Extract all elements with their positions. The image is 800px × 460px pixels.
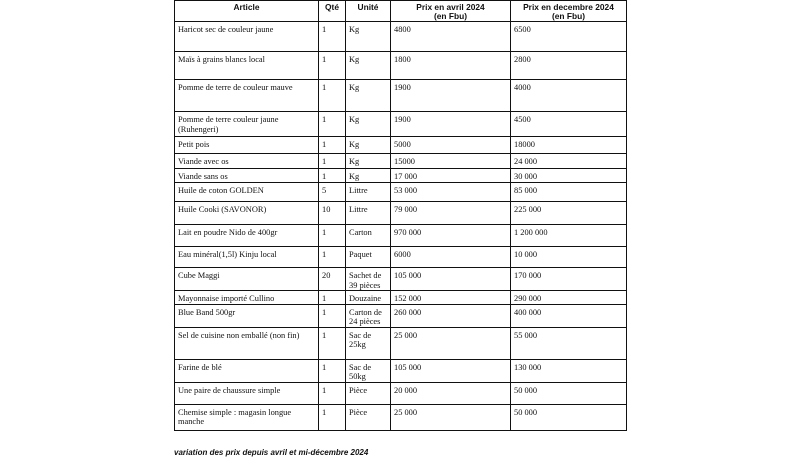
table-row xyxy=(175,112,627,137)
cell-unite: Sachet de 39 pièces xyxy=(346,268,391,291)
cell-prix-decembre: 50 000 xyxy=(511,404,627,430)
cell-article: Mayonnaise importé Cullino xyxy=(175,291,319,305)
cell-qte: 1 xyxy=(319,80,346,112)
cell-unite: Douzaine xyxy=(346,291,391,305)
cell-unite: Pièce xyxy=(346,382,391,404)
cell-article: Maïs à grains blancs local xyxy=(175,52,319,80)
cell-qte: 1 xyxy=(319,112,346,137)
cell-prix-avril: 53 000 xyxy=(391,183,511,202)
header-qte: Qté xyxy=(319,1,346,22)
cell-prix-decembre: 6500 xyxy=(511,22,627,52)
cell-article: Chemise simple : magasin longue manche xyxy=(175,404,319,430)
cell-qte: 1 xyxy=(319,304,346,327)
cell-unite: Carton xyxy=(346,225,391,247)
cell-article: Blue Band 500gr xyxy=(175,304,319,327)
cell-article: Viande avec os xyxy=(175,154,319,169)
cell-prix-decembre: 4000 xyxy=(511,80,627,112)
table-row xyxy=(175,359,627,382)
cell-qte: 1 xyxy=(319,247,346,268)
cell-unite: Kg xyxy=(346,52,391,80)
cell-article: Huile Cooki (SAVONOR) xyxy=(175,202,319,225)
cell-unite: Kg xyxy=(346,137,391,154)
cell-qte: 10 xyxy=(319,202,346,225)
cell-qte: 1 xyxy=(319,52,346,80)
table-row xyxy=(175,268,627,291)
table-row xyxy=(175,137,627,154)
cell-prix-decembre: 170 000 xyxy=(511,268,627,291)
table-row xyxy=(175,327,627,359)
cell-qte: 1 xyxy=(319,22,346,52)
cell-qte: 1 xyxy=(319,169,346,183)
cell-article: Huile de coton GOLDEN xyxy=(175,183,319,202)
cell-unite: Sac de 25kg xyxy=(346,327,391,359)
cell-prix-avril: 1900 xyxy=(391,112,511,137)
table-row xyxy=(175,382,627,404)
cell-article: Farine de blé xyxy=(175,359,319,382)
header-prix-avril: Prix en avril 2024 (en Fbu) xyxy=(391,1,511,22)
cell-unite: Pièce xyxy=(346,404,391,430)
cell-prix-decembre: 24 000 xyxy=(511,154,627,169)
cell-article: Haricot sec de couleur jaune xyxy=(175,22,319,52)
cell-unite: Paquet xyxy=(346,247,391,268)
cell-prix-avril: 79 000 xyxy=(391,202,511,225)
table-row xyxy=(175,22,627,52)
table-row xyxy=(175,304,627,327)
cell-qte: 1 xyxy=(319,359,346,382)
price-document xyxy=(174,0,626,431)
cell-prix-decembre: 400 000 xyxy=(511,304,627,327)
cell-qte: 1 xyxy=(319,137,346,154)
cell-prix-decembre: 2800 xyxy=(511,52,627,80)
cell-qte: 1 xyxy=(319,291,346,305)
cell-article: Petit pois xyxy=(175,137,319,154)
cell-unite: Littre xyxy=(346,202,391,225)
table-row xyxy=(175,52,627,80)
cell-article: Viande sans os xyxy=(175,169,319,183)
cell-unite: Kg xyxy=(346,22,391,52)
cell-prix-avril: 105 000 xyxy=(391,359,511,382)
cell-prix-avril: 970 000 xyxy=(391,225,511,247)
cell-prix-decembre: 10 000 xyxy=(511,247,627,268)
cell-article: Sel de cuisine non emballé (non fin) xyxy=(175,327,319,359)
cell-prix-avril: 105 000 xyxy=(391,268,511,291)
table-row xyxy=(175,183,627,202)
header-article: Article xyxy=(175,1,319,22)
cell-prix-decembre: 130 000 xyxy=(511,359,627,382)
cell-qte: 1 xyxy=(319,382,346,404)
cell-prix-avril: 20 000 xyxy=(391,382,511,404)
cell-qte: 20 xyxy=(319,268,346,291)
cell-article: Eau minéral(1,5l) Kinju local xyxy=(175,247,319,268)
cell-prix-avril: 25 000 xyxy=(391,327,511,359)
cell-prix-decembre: 55 000 xyxy=(511,327,627,359)
cell-prix-decembre: 225 000 xyxy=(511,202,627,225)
cell-article: Lait en poudre Nido de 400gr xyxy=(175,225,319,247)
cell-qte: 1 xyxy=(319,154,346,169)
cell-prix-avril: 5000 xyxy=(391,137,511,154)
cell-qte: 1 xyxy=(319,404,346,430)
cell-unite: Carton de 24 pièces xyxy=(346,304,391,327)
cell-prix-avril: 152 000 xyxy=(391,291,511,305)
cell-qte: 1 xyxy=(319,225,346,247)
cell-article: Pomme de terre couleur jaune (Ruhengeri) xyxy=(175,112,319,137)
cell-prix-avril: 25 000 xyxy=(391,404,511,430)
cell-prix-decembre: 85 000 xyxy=(511,183,627,202)
table-row xyxy=(175,202,627,225)
cell-article: Une paire de chaussure simple xyxy=(175,382,319,404)
cell-prix-decembre: 1 200 000 xyxy=(511,225,627,247)
cell-unite: Kg xyxy=(346,112,391,137)
table-caption: variation des prix depuis avril et mi-décembre 2024 xyxy=(174,448,369,457)
table-row xyxy=(175,225,627,247)
cell-qte: 5 xyxy=(319,183,346,202)
cell-article: Pomme de terre de couleur mauve xyxy=(175,80,319,112)
cell-prix-decembre: 30 000 xyxy=(511,169,627,183)
cell-qte: 1 xyxy=(319,327,346,359)
cell-unite: Sac de 50kg xyxy=(346,359,391,382)
header-unite: Unité xyxy=(346,1,391,22)
cell-article: Cube Maggi xyxy=(175,268,319,291)
table-body xyxy=(175,22,627,431)
price-table xyxy=(174,0,627,431)
cell-prix-avril: 1800 xyxy=(391,52,511,80)
cell-prix-avril: 4800 xyxy=(391,22,511,52)
cell-prix-decembre: 290 000 xyxy=(511,291,627,305)
cell-prix-avril: 260 000 xyxy=(391,304,511,327)
table-row xyxy=(175,154,627,169)
cell-prix-avril: 6000 xyxy=(391,247,511,268)
cell-unite: Kg xyxy=(346,154,391,169)
table-row xyxy=(175,169,627,183)
table-row xyxy=(175,80,627,112)
header-row xyxy=(175,1,627,22)
header-prix-decembre: Prix en decembre 2024 (en Fbu) xyxy=(511,1,627,22)
cell-prix-avril: 1900 xyxy=(391,80,511,112)
cell-prix-decembre: 50 000 xyxy=(511,382,627,404)
cell-prix-decembre: 18000 xyxy=(511,137,627,154)
table-row xyxy=(175,404,627,430)
table-row xyxy=(175,291,627,305)
cell-unite: Littre xyxy=(346,183,391,202)
cell-unite: Kg xyxy=(346,169,391,183)
table-row xyxy=(175,247,627,268)
cell-prix-avril: 15000 xyxy=(391,154,511,169)
cell-prix-avril: 17 000 xyxy=(391,169,511,183)
cell-unite: Kg xyxy=(346,80,391,112)
cell-prix-decembre: 4500 xyxy=(511,112,627,137)
